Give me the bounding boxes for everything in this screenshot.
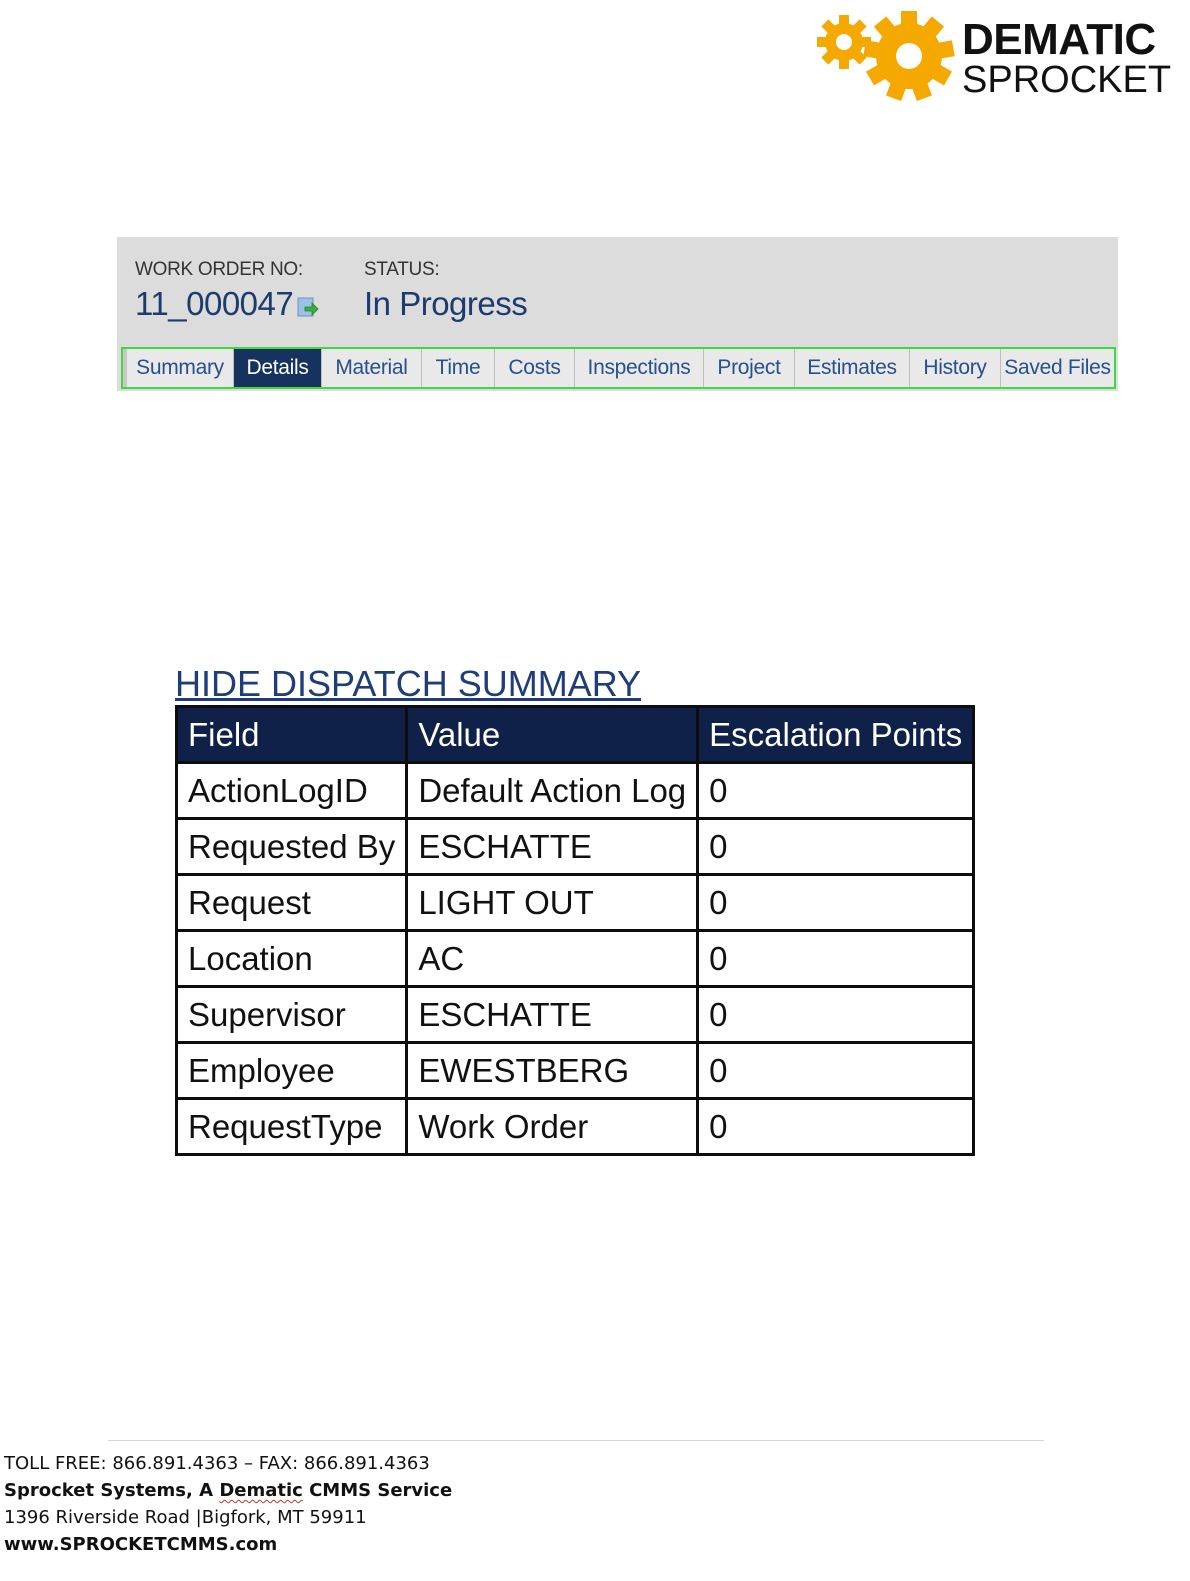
status-label: STATUS: <box>364 259 440 280</box>
logo-wordmark <box>962 15 1172 101</box>
status-block <box>364 259 527 323</box>
dispatch-summary-table <box>175 705 975 1156</box>
table-header-row <box>177 707 974 763</box>
status-value: In Progress <box>364 285 528 322</box>
value-cell: Default Action Log <box>407 763 698 819</box>
gear-icon <box>812 8 962 108</box>
logo-line-dematic: DEMATIC <box>962 15 1156 64</box>
work-order-number-block <box>135 259 319 323</box>
footer-company-suffix: CMMS Service <box>302 1480 453 1501</box>
field-cell: Employee <box>177 1043 407 1099</box>
field-cell: Location <box>177 931 407 987</box>
field-cell: RequestType <box>177 1099 407 1155</box>
column-header-value: Value <box>407 707 698 763</box>
escalation-cell: 0 <box>698 987 974 1043</box>
table-row <box>177 1099 974 1155</box>
escalation-cell: 0 <box>698 763 974 819</box>
field-cell: Supervisor <box>177 987 407 1043</box>
table-row <box>177 987 974 1043</box>
footer-company-brand: Dematic <box>219 1480 303 1501</box>
tab-material[interactable]: Material <box>322 349 422 387</box>
work-order-number-label: WORK ORDER NO: <box>135 259 303 280</box>
footer <box>4 1450 452 1558</box>
escalation-cell: 0 <box>698 1099 974 1155</box>
value-cell: ESCHATTE <box>407 987 698 1043</box>
field-cell: ActionLogID <box>177 763 407 819</box>
value-cell: Work Order <box>407 1099 698 1155</box>
tab-estimates[interactable]: Estimates <box>795 349 910 387</box>
footer-phone-line: TOLL FREE: 866.891.4363 – FAX: 866.891.4363 <box>4 1453 430 1474</box>
escalation-cell: 0 <box>698 819 974 875</box>
work-order-number-row <box>135 285 319 323</box>
footer-divider <box>108 1440 1044 1441</box>
escalation-cell: 0 <box>698 931 974 987</box>
field-cell: Request <box>177 875 407 931</box>
escalation-cell: 0 <box>698 875 974 931</box>
tab-saved-files[interactable]: Saved Files <box>1001 349 1114 387</box>
footer-company-prefix: Sprocket Systems, A <box>4 1480 220 1501</box>
tab-details[interactable]: Details <box>234 349 322 387</box>
value-cell: EWESTBERG <box>407 1043 698 1099</box>
tab-project[interactable]: Project <box>704 349 795 387</box>
escalation-cell: 0 <box>698 1043 974 1099</box>
tab-summary[interactable]: Summary <box>123 349 234 387</box>
tab-history[interactable]: History <box>910 349 1001 387</box>
footer-website[interactable]: www.SPROCKETCMMS.com <box>4 1534 278 1555</box>
open-record-icon[interactable] <box>297 296 319 318</box>
value-cell: ESCHATTE <box>407 819 698 875</box>
tab-inspections[interactable]: Inspections <box>575 349 704 387</box>
footer-address: 1396 Riverside Road |Bigfork, MT 59911 <box>4 1507 367 1528</box>
table-row <box>177 931 974 987</box>
logo-line-sprocket: SPROCKET <box>962 59 1172 101</box>
footer-company-line <box>4 1477 452 1504</box>
column-header-escalation-points: Escalation Points <box>698 707 974 763</box>
hide-dispatch-summary-link[interactable]: HIDE DISPATCH SUMMARY <box>175 663 642 704</box>
table-row <box>177 875 974 931</box>
column-header-field: Field <box>177 707 407 763</box>
value-cell: AC <box>407 931 698 987</box>
work-order-tabs <box>121 347 1116 389</box>
work-order-number: 11_000047 <box>135 285 294 322</box>
tab-costs[interactable]: Costs <box>495 349 575 387</box>
table-row <box>177 1043 974 1099</box>
field-cell: Requested By <box>177 819 407 875</box>
tab-time[interactable]: Time <box>422 349 495 387</box>
table-row <box>177 819 974 875</box>
table-row <box>177 763 974 819</box>
value-cell: LIGHT OUT <box>407 875 698 931</box>
dematic-sprocket-logo <box>812 8 1182 108</box>
